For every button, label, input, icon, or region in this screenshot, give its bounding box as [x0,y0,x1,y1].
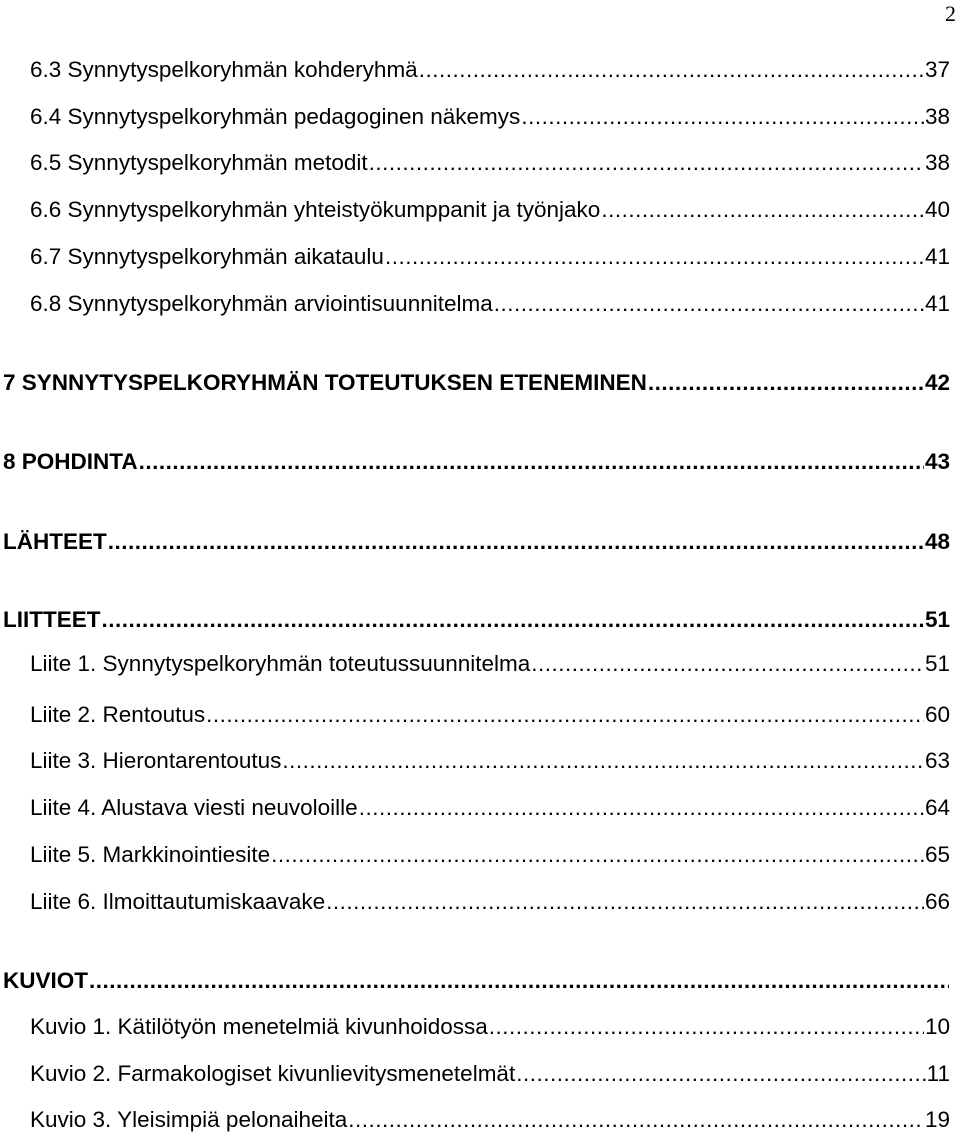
toc-entry-label: 8 POHDINTA [3,449,138,474]
toc-entry[interactable] [30,793,950,823]
toc-entry-label: Kuvio 3. Yleisimpiä pelonaiheita [30,1107,348,1132]
dot-leader [206,700,924,730]
toc-entry-label: KUVIOT [3,968,89,993]
toc-entry-page: 60 [924,702,950,727]
toc-entry-page: 38 [924,150,950,175]
toc-entry-label: 6.7 Synnytyspelkoryhmän aikataulu [30,244,384,269]
toc-entry-label: Liite 3. Hierontarentoutus [30,748,282,773]
toc-entry-page: 65 [924,842,950,867]
toc-entry[interactable] [30,1012,950,1042]
toc-chapter-entry[interactable] [3,368,950,398]
toc-entry-label: Liite 2. Rentoutus [30,702,206,727]
toc-entry[interactable] [30,102,950,132]
dot-leader [369,148,924,178]
toc-entry-label: Liite 6. Ilmoittautumiskaavake [30,889,326,914]
toc-entry-page: 43 [924,449,950,474]
dot-leader [419,55,924,85]
toc-entry-label: LÄHTEET [3,529,107,554]
toc-entry-label: LIITTEET [3,607,101,632]
toc-entry-label: Liite 1. Synnytyspelkoryhmän toteutussuunnitelma [30,651,531,676]
dot-leader [601,195,924,225]
dot-leader [648,368,924,398]
dot-leader [139,447,924,477]
toc-entry-label: 7 SYNNYTYSPELKORYHMÄN TOTEUTUKSEN ETENEMINEN [3,370,647,395]
toc-entry-label: Kuvio 2. Farmakologiset kivunlievitysmenetelmät [30,1061,516,1086]
toc-entry-label: 6.6 Synnytyspelkoryhmän yhteistyökumppanit ja työnjako [30,197,601,222]
toc-chapter-entry[interactable] [3,447,950,477]
dot-leader [494,289,924,319]
toc-chapter-entry[interactable] [3,605,950,635]
toc-entry[interactable] [30,148,950,178]
toc-entry[interactable] [30,700,950,730]
dot-leader [385,242,924,272]
dot-leader [489,1012,924,1042]
toc-entry-label: 6.8 Synnytyspelkoryhmän arviointisuunnitelma [30,291,493,316]
toc-entry-page: 66 [924,889,950,914]
toc-entry[interactable] [30,649,950,679]
toc-entry-page: 37 [924,57,950,82]
toc-entry[interactable] [30,840,950,870]
toc-chapter-entry[interactable] [3,966,950,996]
toc-entry[interactable] [30,55,950,85]
toc-entry-page: 51 [924,651,950,676]
toc-entry-page: 48 [924,529,950,554]
toc-entry-page: 64 [924,795,950,820]
toc-entry-page: 10 [924,1014,950,1039]
toc-entry[interactable] [30,1059,950,1089]
dot-leader [102,605,924,635]
toc-entry-page: 51 [924,607,950,632]
toc-entry-page: 38 [924,104,950,129]
toc-entry-page: 63 [924,748,950,773]
toc-entry-page: 19 [924,1107,950,1132]
toc-entry-label: 6.4 Synnytyspelkoryhmän pedagoginen näkemys [30,104,521,129]
toc-entry[interactable] [30,746,950,776]
dot-leader [326,887,924,917]
toc-entry[interactable] [30,289,950,319]
toc-entry-page: 41 [924,244,950,269]
dot-leader [359,793,924,823]
dot-leader [282,746,924,776]
toc-entry-label: 6.3 Synnytyspelkoryhmän kohderyhmä [30,57,418,82]
toc-entry-page: 41 [924,291,950,316]
toc-entry-label: 6.5 Synnytyspelkoryhmän metodit [30,150,368,175]
dot-leader [531,649,924,679]
dot-leader [516,1059,925,1089]
dot-leader [108,527,924,557]
toc-entry[interactable] [30,1105,950,1135]
toc-entry-label: Liite 4. Alustava viesti neuvoloille [30,795,358,820]
toc-entry[interactable] [30,195,950,225]
toc-entry-label: Liite 5. Markkinointiesite [30,842,271,867]
toc-entry[interactable] [30,242,950,272]
toc-entry-page: 42 [924,370,950,395]
toc-entry-label: Kuvio 1. Kätilötyön menetelmiä kivunhoidossa [30,1014,488,1039]
dot-leader [521,102,924,132]
dot-leader [271,840,924,870]
toc-entry[interactable] [30,887,950,917]
page-number: 2 [945,1,956,26]
toc-chapter-entry[interactable] [3,527,950,557]
toc-entry-page: 40 [924,197,950,222]
dot-leader [348,1105,924,1135]
dot-leader [89,966,949,996]
toc-entry-page: 11 [926,1061,950,1086]
